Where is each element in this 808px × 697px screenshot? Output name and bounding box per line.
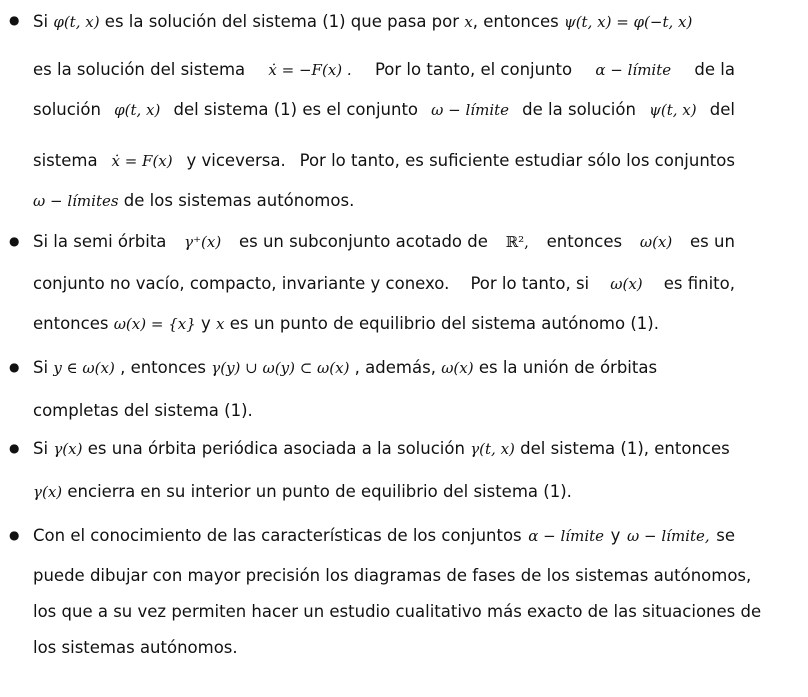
- text-line: [33, 314, 735, 333]
- text-segment: Por lo tanto, el conjunto: [374, 60, 573, 79]
- text-segment: de los sistemas autónomos.: [118, 191, 355, 210]
- math-expression: ψ(t, x) = φ(−t, x): [563, 13, 693, 31]
- text-segment: Si: [33, 358, 54, 377]
- text-line: [33, 401, 735, 420]
- math-expression: ω − límites: [33, 192, 119, 210]
- math-expression: α − límite: [528, 527, 605, 545]
- text-segment: es un subconjunto acotado de: [238, 232, 488, 251]
- math-expression: ẋ = F(x): [111, 152, 173, 170]
- text-segment: Con el conocimiento de las características de los conjuntos: [33, 526, 522, 545]
- text-segment: , además,: [349, 358, 442, 377]
- math-expression: γ⁺(x): [184, 233, 222, 251]
- text-segment: se: [716, 526, 735, 545]
- text-segment: los que a su vez permiten hacer un estudio cualitativo más exacto de las situaciones de: [33, 602, 762, 621]
- math-expression: x: [464, 13, 473, 31]
- text-segment: y viceversa.: [186, 151, 286, 170]
- bullet-marker-3: ●: [9, 360, 20, 374]
- text-line: [33, 602, 762, 621]
- text-line: [33, 151, 735, 170]
- text-line: [33, 526, 735, 545]
- math-expression: φ(t, x): [114, 101, 161, 119]
- text-segment: entonces: [546, 232, 623, 251]
- text-segment: del sistema (1) es el conjunto: [173, 100, 419, 119]
- math-expression: y ∈ ω(x): [53, 359, 115, 377]
- math-expression: ω(x): [610, 275, 643, 293]
- text-line: [33, 100, 735, 119]
- text-segment: conjunto no vacío, compacto, invariante y conexo.: [33, 274, 450, 293]
- text-segment: solución: [33, 100, 101, 119]
- text-segment: es la solución del sistema: [33, 60, 246, 79]
- math-expression: γ(y) ∪ ω(y) ⊂ ω(x): [211, 359, 350, 377]
- text-segment: y: [610, 526, 621, 545]
- math-expression: ẋ = −F(x) .: [268, 61, 352, 79]
- math-expression: γ(t, x): [470, 440, 515, 458]
- text-segment: los sistemas autónomos.: [33, 638, 238, 657]
- text-line: [33, 232, 735, 251]
- math-expression: φ(t, x): [53, 13, 100, 31]
- math-expression: x: [216, 315, 225, 333]
- text-segment: de la solución: [522, 100, 636, 119]
- math-expression: ω(x): [441, 359, 474, 377]
- text-line: [33, 482, 735, 501]
- math-expression: ω − límite: [431, 101, 510, 119]
- text-segment: es un: [690, 232, 735, 251]
- math-expression: ω(x) = {x}: [113, 315, 196, 333]
- text-segment: Si: [33, 439, 54, 458]
- text-line: [33, 274, 735, 293]
- math-expression: ω − límite,: [627, 527, 710, 545]
- text-segment: Si la semi órbita: [33, 232, 167, 251]
- text-segment: , entonces: [114, 358, 212, 377]
- text-segment: Por lo tanto, si: [470, 274, 590, 293]
- bullet-marker-5: ●: [9, 528, 20, 542]
- text-segment: es un punto de equilibrio del sistema autónomo (1).: [224, 314, 659, 333]
- text-line: [33, 12, 735, 31]
- text-segment: Por lo tanto, es suficiente estudiar sólo los conjuntos: [299, 151, 735, 170]
- text-segment: encierra en su interior un punto de equilibrio del sistema (1).: [62, 482, 572, 501]
- text-line: [33, 566, 752, 585]
- text-line: [33, 191, 735, 210]
- text-segment: es la unión de órbitas: [473, 358, 658, 377]
- text-segment: entonces: [33, 314, 114, 333]
- text-segment: es la solución del sistema (1) que pasa por: [99, 12, 465, 31]
- text-segment: es una órbita periódica asociada a la solución: [82, 439, 471, 458]
- text-segment: completas del sistema (1).: [33, 401, 253, 420]
- math-expression: α − límite: [595, 61, 672, 79]
- math-expression: ψ(t, x): [649, 101, 697, 119]
- bullet-marker-2: ●: [9, 234, 20, 248]
- text-segment: del: [709, 100, 735, 119]
- text-line: [33, 358, 735, 377]
- text-line: [33, 638, 735, 657]
- math-expression: ω(x): [639, 233, 673, 251]
- math-expression: γ(x): [33, 483, 63, 501]
- text-segment: puede dibujar con mayor precisión los diagramas de fases de los sistemas autónomos,: [33, 566, 752, 585]
- text-segment: y: [195, 314, 217, 333]
- text-segment: , entonces: [472, 12, 564, 31]
- bullet-marker-1: ●: [9, 13, 20, 27]
- text-segment: de la: [694, 60, 735, 79]
- text-segment: sistema: [33, 151, 98, 170]
- text-segment: del sistema (1), entonces: [514, 439, 730, 458]
- text-segment: Si: [33, 12, 54, 31]
- text-line: [33, 439, 735, 458]
- text-line: [33, 60, 735, 79]
- text-segment: es finito,: [663, 274, 735, 293]
- math-expression: ℝ²,: [505, 233, 529, 251]
- math-expression: γ(x): [53, 440, 83, 458]
- bullet-marker-4: ●: [9, 441, 20, 455]
